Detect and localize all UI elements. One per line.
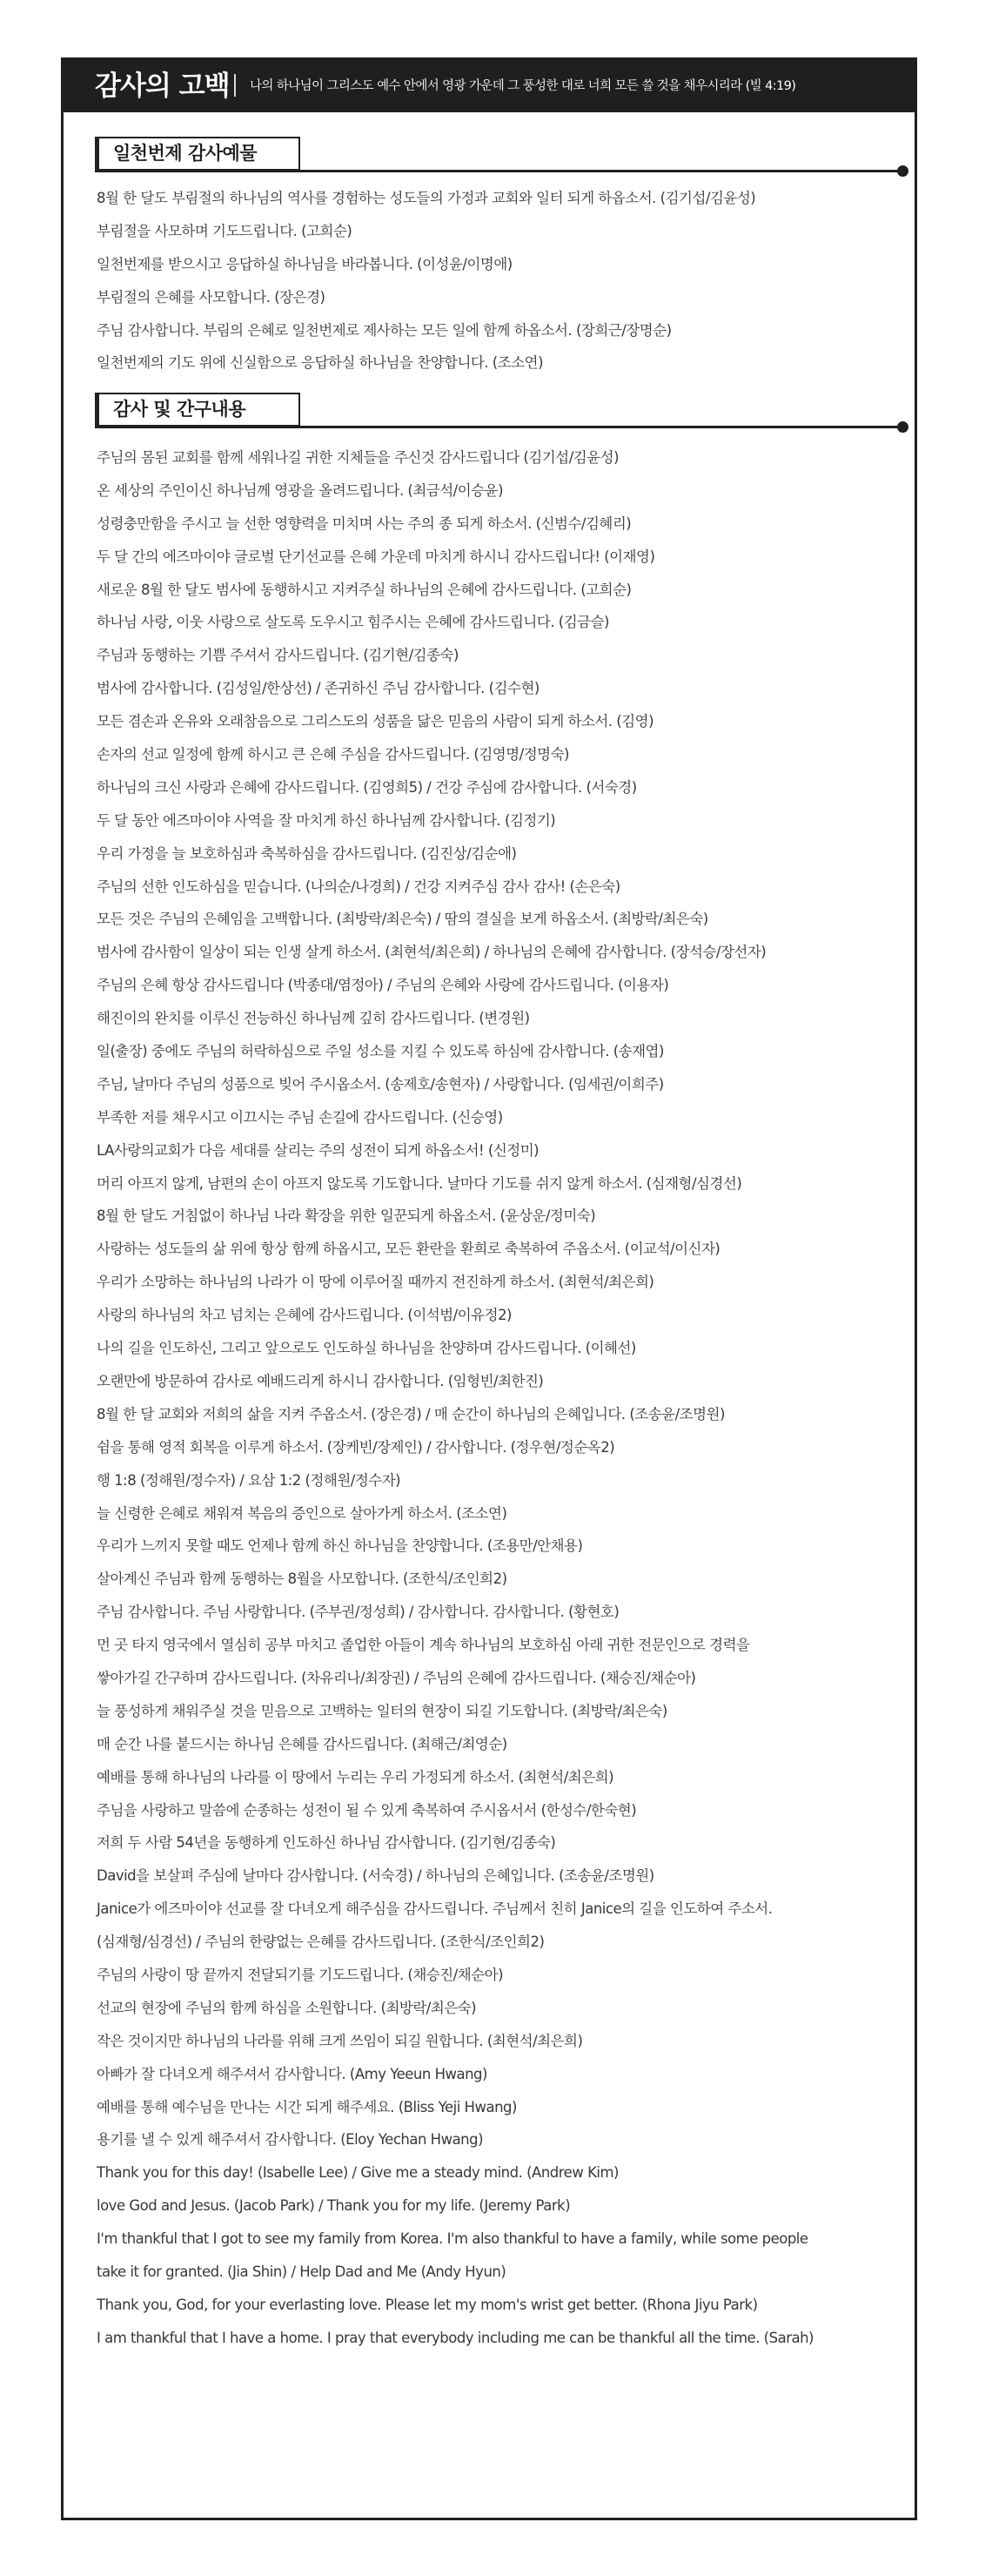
- list-item: Janice가 에즈마이야 선교를 잘 다녀오게 해주심을 감사드립니다. 주님께서 친히 Janice의 길을 인도하여 주소서.: [97, 1900, 773, 1918]
- list-item: 먼 곳 타지 영국에서 열심히 공부 마치고 졸업한 아들이 계속 하나님의 보호하심 아래 귀한 전문인으로 경력을: [97, 1637, 750, 1654]
- list-item: 늘 풍성하게 채워주실 것을 믿음으로 고백하는 일터의 현장이 되길 기도합니다. (최방락/최은숙): [97, 1702, 667, 1719]
- header-divider: [234, 74, 236, 97]
- page-title: 감사의 고백: [95, 71, 230, 102]
- list-item: 예배를 통해 예수님을 만나는 시간 되게 해주세요. (Bliss Yeji Hwang): [97, 2098, 517, 2115]
- section-rule-dot: [897, 421, 908, 433]
- thanks-list: [97, 441, 915, 2355]
- list-item: 행 1:8 (정해원/정수자) / 요삼 1:2 (정해원/정수자): [97, 1471, 401, 1489]
- list-item: 모든 겸손과 온유와 오래참음으로 그리스도의 성품을 닮은 믿음의 사람이 되게 하소서. (김영): [97, 713, 654, 730]
- list-item: 두 달 동안 에즈마이야 사역을 잘 마치게 하신 하나님께 감사합니다. (김정기): [97, 811, 556, 829]
- list-item: 주님의 은혜 항상 감사드립니다 (박종대/염정아) / 주님의 은혜와 사랑에 감사드립니다. (이용자): [97, 977, 669, 994]
- list-item: 우리가 느끼지 못할 때도 언제나 함께 하신 하나님을 찬양합니다. (조용만/안채용): [97, 1537, 583, 1555]
- list-item: 8월 한 달 교회와 저희의 삶을 지켜 주옵소서. (장은경) / 매 순간이 하나님의 은혜입니다. (조송윤/조명원): [97, 1405, 725, 1423]
- list-item: I am thankful that I have a home. I pray that everybody including me can be thankful all the time. (Sarah): [97, 2329, 814, 2346]
- list-item: 선교의 현장에 주님의 함께 하심을 소원합니다. (최방락/최은숙): [97, 1999, 477, 2016]
- list-item: 예배를 통해 하나님의 나라를 이 땅에서 누리는 우리 가정되게 하소서. (최현석/최은희): [97, 1768, 614, 1786]
- list-item: 일(출장) 중에도 주님의 허락하심으로 주일 성소를 지킬 수 있도록 하심에 감사합니다. (송재엽): [97, 1043, 664, 1060]
- list-item: LA사랑의교회가 다음 세대를 살리는 주의 성전이 되게 하옵소서! (신정미): [97, 1141, 540, 1159]
- list-item: 부림절을 사모하며 기도드립니다. (고희순): [97, 222, 352, 239]
- list-item: 8월 한 달도 부림절의 하나님의 역사를 경험하는 성도들의 가정과 교회와 일터 되게 하옵소서. (김기섭/김윤성): [97, 190, 756, 206]
- list-item: 부족한 저를 채우시고 이끄시는 주님 손길에 감사드립니다. (신승영): [97, 1108, 503, 1126]
- list-item: 쉼을 통해 영적 회복을 이루게 하소서. (장케빈/장제인) / 감사합니다. (정우현/정순옥2): [97, 1438, 615, 1456]
- list-item: 용기를 낼 수 있게 해주셔서 감사합니다. (Eloy Yechan Hwang): [97, 2131, 484, 2149]
- list-item: 주님의 몸된 교회를 함께 세워나길 귀한 지체들을 주신것 감사드립니다 (김기섭/김윤성): [97, 449, 620, 466]
- list-item: 늘 신령한 은혜로 채워져 복음의 증인으로 살아가게 하소서. (조소연): [97, 1504, 507, 1522]
- list-item: 오랜만에 방문하여 감사로 예배드리게 하시니 감사합니다. (임형빈/최한진): [97, 1372, 544, 1389]
- list-item: 온 세상의 주인이신 하나님께 영광을 올려드립니다. (최금석/이승윤): [97, 481, 504, 499]
- gratitude-panel: [61, 57, 917, 2520]
- list-item: 범사에 감사함이 일상이 되는 인생 살게 하소서. (최현석/최은희) / 하나님의 은혜에 감사합니다. (장석승/장선자): [97, 944, 767, 961]
- list-item: 주님의 선한 인도하심을 믿습니다. (나의순/나경희) / 건강 지켜주심 감사 감사! (손은숙): [97, 878, 620, 895]
- list-item: love God and Jesus. (Jacob Park) / Thank you for my life. (Jeremy Park): [97, 2197, 571, 2215]
- list-item: 두 달 간의 에즈마이야 글로벌 단기선교를 은혜 가운데 마치게 하시니 감사드립니다! (이재영): [97, 548, 655, 565]
- list-item: 주님 감사합니다. 주님 사랑합니다. (주부권/정성희) / 감사합니다. 감사합니다. (황현호): [97, 1604, 620, 1621]
- offering-list: [97, 182, 915, 380]
- list-item: 성령충만함을 주시고 늘 선한 영향력을 미치며 사는 주의 종 되게 하소서. (신범수/김혜리): [97, 515, 632, 532]
- list-item: 우리 가정을 늘 보호하심과 축복하심을 감사드립니다. (김진상/김순애): [97, 844, 517, 862]
- list-item: 새로운 8월 한 달도 범사에 동행하시고 지켜주실 하나님의 은혜에 감사드립니다. (고희순): [97, 581, 632, 598]
- header-verse: 나의 하나님이 그리스도 예수 안에서 영광 가운데 그 풍성한 대로 너희 모든 쓸 것을 채우시리라 (빌 4:19): [250, 79, 796, 93]
- list-item: 범사에 감사합니다. (김성일/한상선) / 존귀하신 주님 감사합니다. (김수현): [97, 680, 540, 697]
- list-item: 매 순간 나를 붙드시는 하나님 은혜를 감사드립니다. (최해근/최영순): [97, 1735, 507, 1752]
- section-header-thanks: [95, 393, 913, 431]
- list-item: 작은 것이지만 하나님의 나라를 위해 크게 쓰임이 되길 원합니다. (최현석/최은희): [97, 2032, 583, 2049]
- list-item: Thank you, God, for your everlasting love. Please let my mom's wrist get better. (Rhona Jiyu Park): [97, 2296, 758, 2313]
- list-item: Thank you for this day! (Isabelle Lee) / Give me a steady mind. (Andrew Kim): [97, 2164, 619, 2182]
- list-item: 나의 길을 인도하신, 그리고 앞으로도 인도하실 하나님을 찬양하며 감사드립니다. (이혜선): [97, 1340, 636, 1357]
- section-title: 감사 및 간구내용: [95, 393, 300, 427]
- list-item: 하나님의 크신 사랑과 은혜에 감사드립니다. (김영희5) / 건강 주심에 감사합니다. (서숙경): [97, 778, 637, 796]
- section-rule-dot: [897, 165, 908, 177]
- list-item: 사랑의 하나님의 차고 넘치는 은혜에 감사드립니다. (이석범/이유정2): [97, 1307, 512, 1324]
- list-item: (심재형/심경선) / 주님의 한량없는 은혜를 감사드립니다. (조한식/조인희2): [97, 1934, 545, 1951]
- list-item: 사랑하는 성도들의 삶 위에 항상 함께 하옵시고, 모든 환란을 환희로 축복하여 주옵소서. (이교석/이신자): [97, 1241, 721, 1258]
- list-item: 주님의 사랑이 땅 끝까지 전달되기를 기도드립니다. (채승진/채순아): [97, 1966, 504, 1983]
- list-item: 주님을 사랑하고 말씀에 순종하는 성전이 될 수 있게 축복하여 주시옵서서 (한성수/한숙현): [97, 1801, 637, 1819]
- section-title: 일천번제 감사예물: [95, 137, 300, 172]
- list-item: 주님과 동행하는 기쁨 주셔서 감사드립니다. (김기현/김종숙): [97, 647, 459, 664]
- list-item: 일천번제를 받으시고 응답하실 하나님을 바라봅니다. (이성윤/이명애): [97, 255, 513, 272]
- list-item: 해진이의 완치를 이루신 전능하신 하나님께 깊히 감사드립니다. (변경원): [97, 1010, 530, 1027]
- list-item: 살아계신 주님과 함께 동행하는 8월을 사모합니다. (조한식/조인희2): [97, 1570, 507, 1588]
- list-item: 8월 한 달도 거침없이 하나님 나라 확장을 위한 일꾼되게 하옵소서. (윤상운/정미숙): [97, 1207, 596, 1225]
- list-item: 저희 두 사람 54년을 동행하게 인도하신 하나님 감사합니다. (김기현/김종숙): [97, 1834, 556, 1852]
- list-item: 하나님 사랑, 이웃 사랑으로 살도록 도우시고 힘주시는 은혜에 감사드립니다. (김금슬): [97, 614, 609, 631]
- list-item: 주님 감사합니다. 부림의 은혜로 일천번제로 제사하는 모든 일에 함께 하옵소서. (장희근/장명순): [97, 321, 672, 339]
- list-item: 쌓아가길 간구하며 감사드립니다. (차유리나/최장권) / 주님의 은혜에 감사드립니다. (채승진/채순아): [97, 1669, 696, 1686]
- list-item: 부림절의 은혜를 사모합니다. (장은경): [97, 288, 325, 306]
- list-item: 머리 아프지 않게, 남편의 손이 아프지 않도록 기도합니다. 날마다 기도를 쉬지 않게 하소서. (심재형/심경선): [97, 1174, 742, 1192]
- list-item: 손자의 선교 일정에 함께 하시고 큰 은혜 주심을 감사드립니다. (김영명/정명숙): [97, 746, 569, 763]
- list-item: 주님, 날마다 주님의 성품으로 빚어 주시옵소서. (송제호/송현자) / 사랑합니다. (임세권/이희주): [97, 1075, 664, 1093]
- list-item: 모든 것은 주님의 은혜임을 고백합니다. (최방락/최은숙) / 땀의 결실을 보게 하옵소서. (최방락/최은숙): [97, 911, 708, 928]
- list-item: 일천번제의 기도 위에 신실함으로 응답하실 하나님을 찬양합니다. (조소연): [97, 354, 544, 372]
- section-header-offering: [95, 137, 913, 175]
- list-item: 아빠가 잘 다녀오게 해주셔서 감사합니다. (Amy Yeeun Hwang): [97, 2065, 487, 2082]
- list-item: 우리가 소망하는 하나님의 나라가 이 땅에 이루어질 때까지 전진하게 하소서. (최현석/최은희): [97, 1274, 654, 1291]
- list-item: I'm thankful that I got to see my family from Korea. I'm also thankful to have a family, while some people: [97, 2230, 808, 2248]
- list-item: take it for granted. (Jia Shin) / Help Dad and Me (Andy Hyun): [97, 2263, 506, 2280]
- header-bar: [64, 60, 915, 112]
- list-item: David을 보살펴 주심에 날마다 감사합니다. (서숙경) / 하나님의 은혜입니다. (조송윤/조명원): [97, 1867, 654, 1885]
